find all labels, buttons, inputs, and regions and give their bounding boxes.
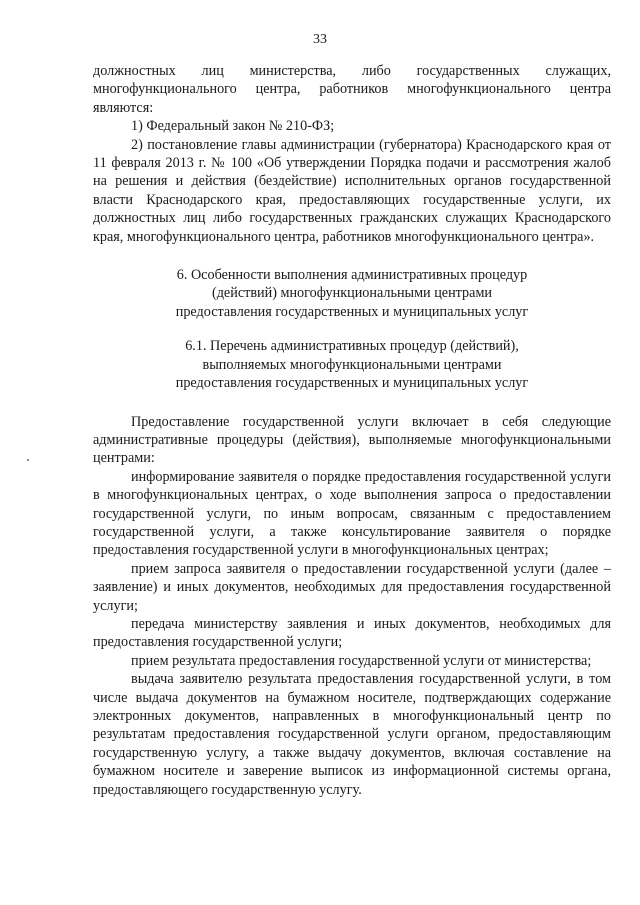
paragraph: передача министерству заявления и иных документов, необходимых для предоставления государственной услуги; bbox=[93, 615, 611, 651]
heading-line: предоставления государственных и муниципальных услуг bbox=[175, 303, 529, 320]
heading-line: предоставления государственных и муниципальных услуг bbox=[175, 375, 529, 392]
page-number: 33 bbox=[313, 32, 327, 47]
paragraph: прием результата предоставления государственной услуги от министерства; bbox=[131, 652, 592, 669]
section-heading bbox=[93, 266, 611, 321]
paragraph: выдача заявителю результата предоставления государственной услуги, в том числе выдача документов на бумажном носителе, подтверждающих содержание электронных документов, направленных в многофункциональный центр по результатам предоставления государственной услуги органом, предоставляющим государственную услугу, а также выдачу документов, включая составление на бумажном носителе и заверение выписок из информационной системы органа, предоставляющего государственную услугу. bbox=[93, 671, 611, 798]
paragraph: прием запроса заявителя о предоставлении государственной услуги (далее – заявление) и иных документов, необходимых для предоставления государственной услуги; bbox=[93, 560, 611, 614]
heading-line: 6.1. Перечень административных процедур (действий), bbox=[185, 338, 519, 355]
scan-speck bbox=[27, 459, 29, 461]
paragraph: Предоставление государственной услуги включает в себя следующие административные процедуры (действия), выполняемые многофункциональными центрами: bbox=[93, 413, 611, 467]
heading-line: выполняемых многофункциональными центрами bbox=[202, 356, 502, 373]
paragraph: информирование заявителя о порядке предоставления государственной услуги в многофункциональных центрах, о ходе выполнения запроса о предоставлении государственной услуги, по иным вопросам, связанным с предоставлением государственной услуги, а также консультирование заявителя о порядке предоставления государственной услуги в многофункциональных центрах; bbox=[93, 468, 611, 559]
paragraph: должностных лиц министерства, либо государственных служащих, многофункционального центра, работников многофункционального центра являются: bbox=[93, 63, 611, 116]
bottom-paragraphs bbox=[93, 413, 611, 800]
heading-line: (действий) многофункциональными центрами bbox=[211, 285, 493, 302]
paragraph: 2) постановление главы администрации (губернатора) Краснодарского края от 11 февраля 2013 г. № 100 «Об утверждении Порядка подачи и рассмотрения жалоб на решения и действия (бездействие) исполнительных органов государственной власти Краснодарского края, предоставляющих государственные услуги, их должностных лиц либо государственных гражданских служащих Краснодарского края, многофункционального центра, работников многофункционального центра». bbox=[93, 136, 611, 245]
paragraph: 1) Федеральный закон № 210-ФЗ; bbox=[131, 118, 335, 135]
subsection-heading bbox=[93, 337, 611, 392]
heading-line: 6. Особенности выполнения административных процедур bbox=[176, 267, 528, 284]
document-body bbox=[93, 62, 611, 799]
top-paragraphs bbox=[93, 62, 611, 246]
